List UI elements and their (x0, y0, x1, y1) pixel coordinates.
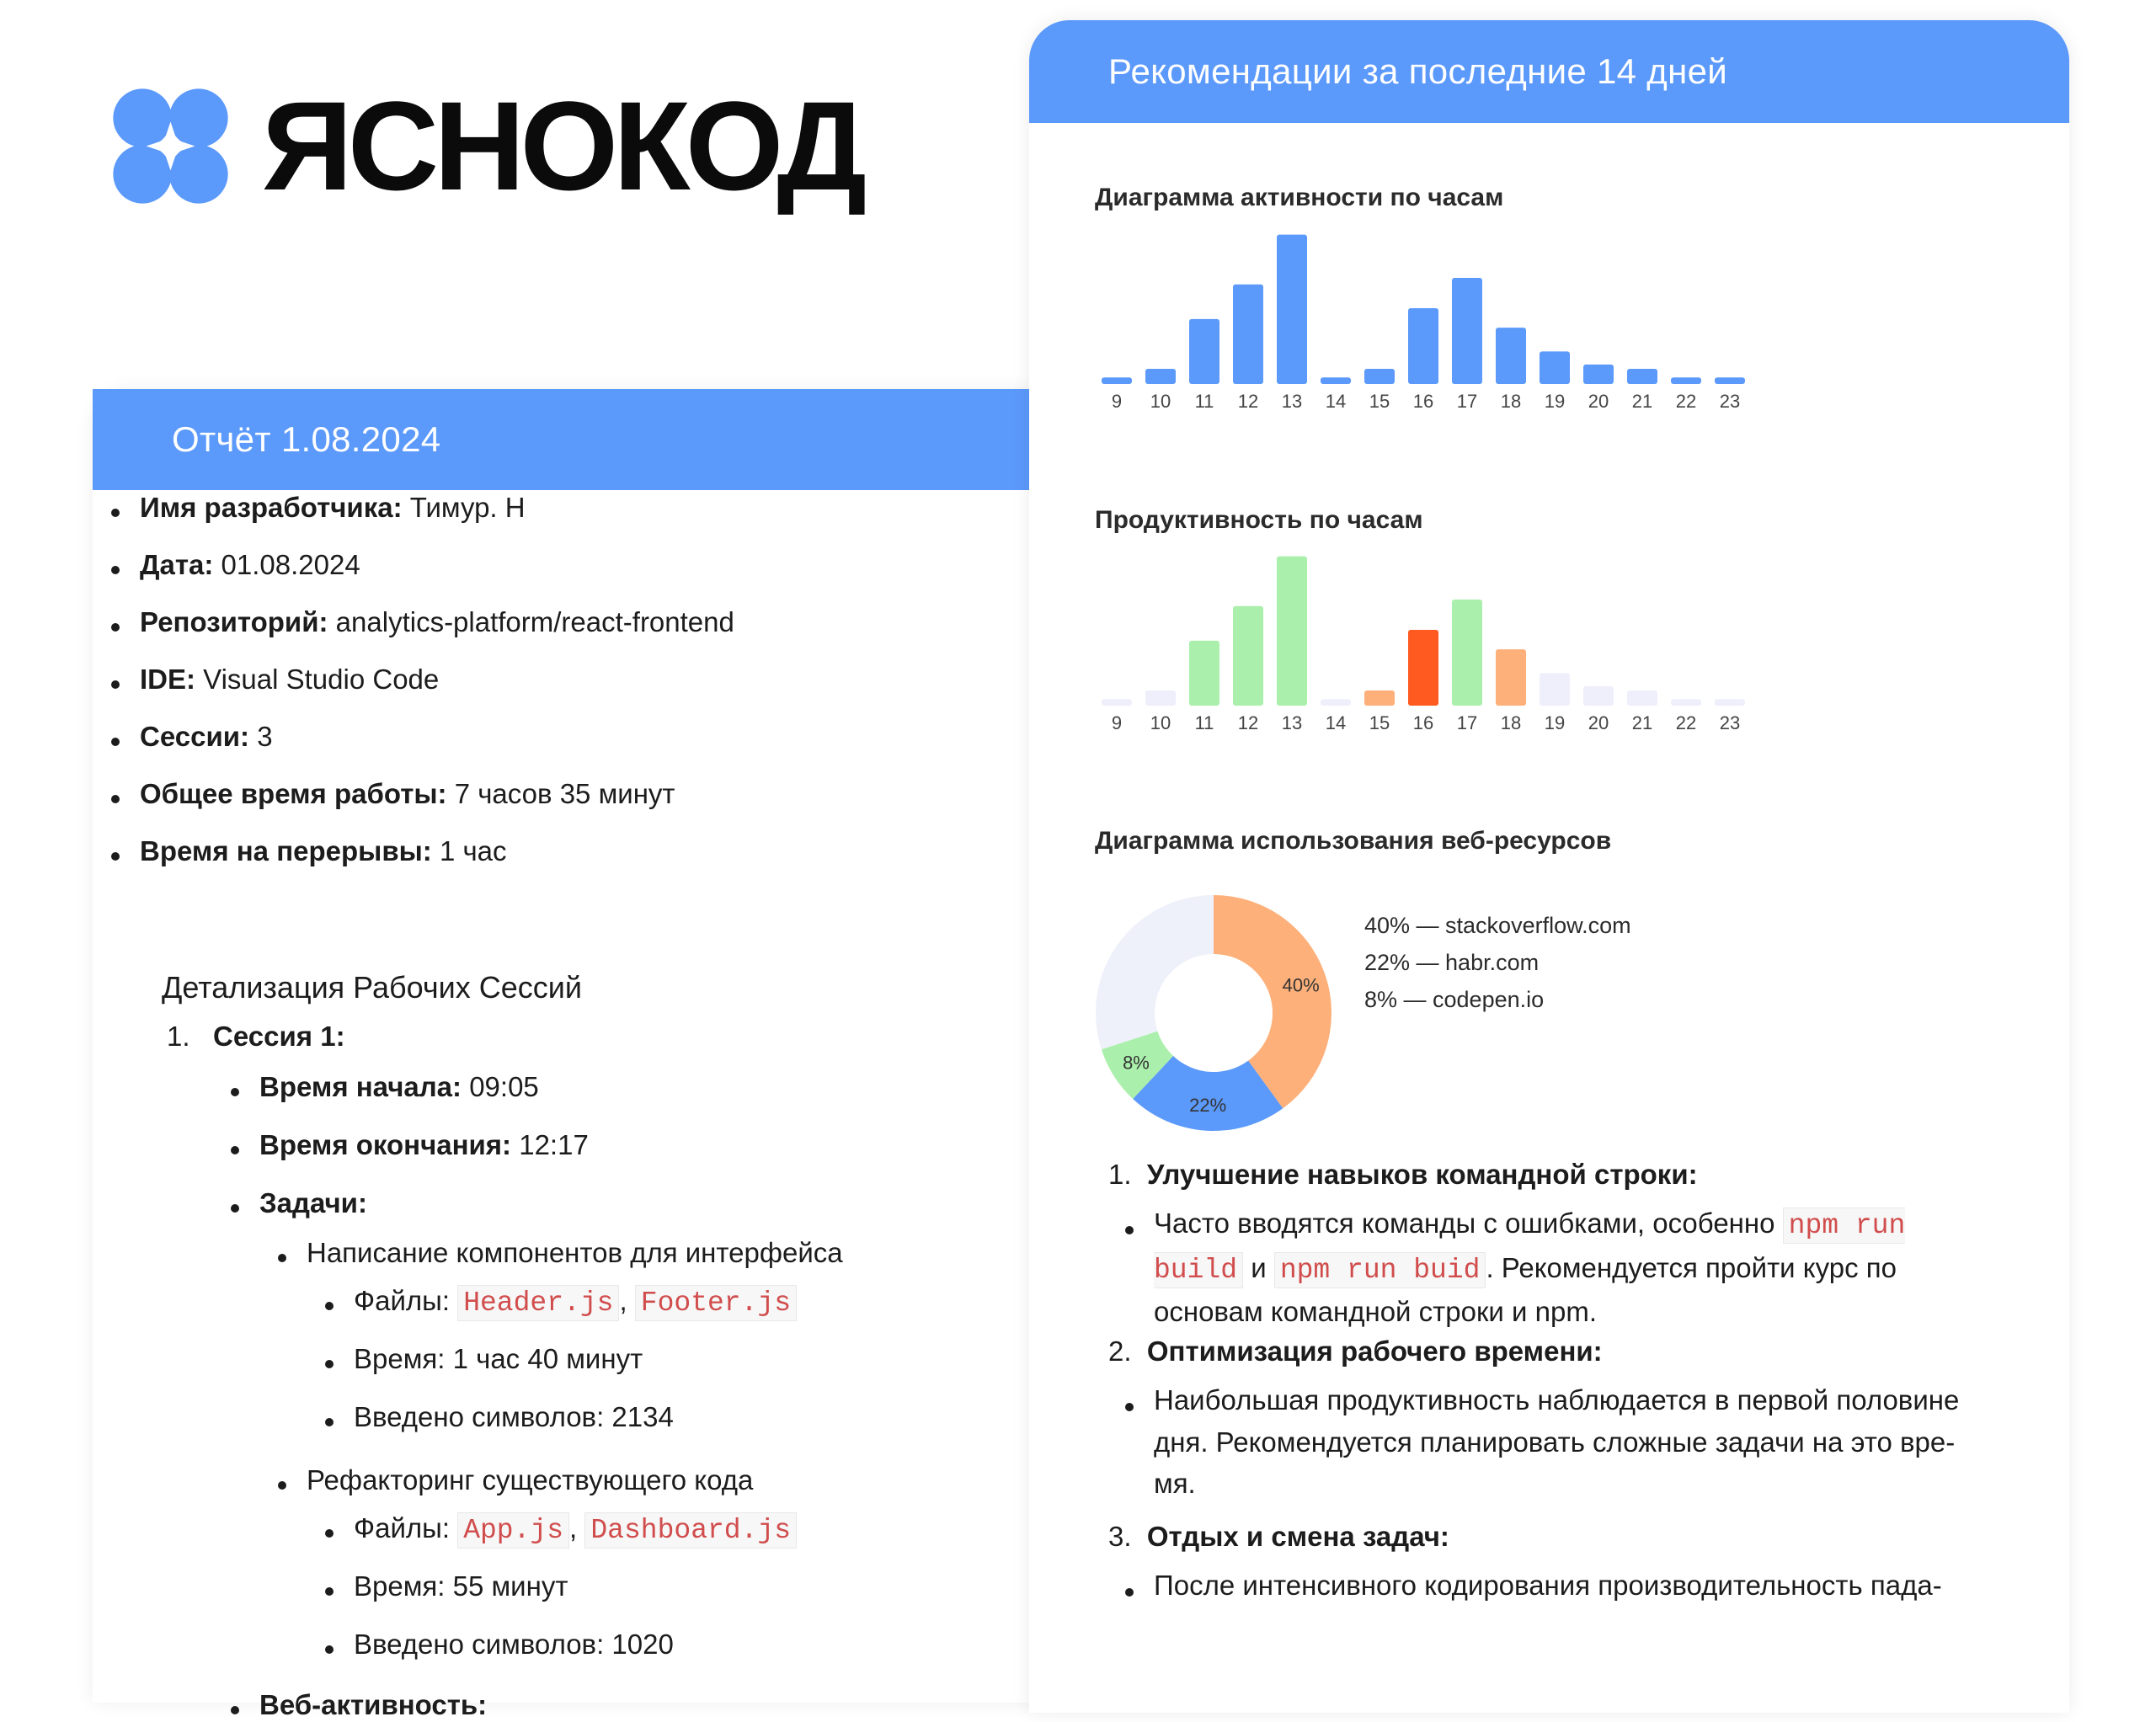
bullet (325, 1529, 334, 1538)
bar-17 (1452, 600, 1482, 706)
bullet (111, 623, 120, 632)
bar-16 (1408, 308, 1438, 384)
field-value: 01.08.2024 (221, 549, 360, 580)
rec-title: Оптимизация рабочего времени: (1146, 1335, 1603, 1367)
tick-label: 18 (1500, 712, 1522, 733)
web-key: Веб-активность: (259, 1689, 488, 1720)
file-code: Dashboard.js (584, 1512, 797, 1549)
brand-logo (109, 75, 918, 216)
tick-label: 16 (1412, 391, 1434, 412)
bar-22 (1671, 699, 1701, 706)
tick-label: 15 (1369, 391, 1390, 412)
field-value: Тимур. Н (409, 492, 526, 523)
bar-11 (1189, 641, 1219, 706)
field-key: Имя разработчика: (140, 492, 403, 523)
recommendations-panel (1029, 20, 2069, 1713)
recommendations-header (1029, 20, 2069, 123)
sessions-heading: Детализация Рабочих Сессий (162, 970, 582, 1005)
bar-18 (1496, 328, 1526, 384)
tasks-key: Задачи: (259, 1187, 367, 1218)
tick-label: 16 (1412, 712, 1434, 733)
bullet (111, 852, 120, 861)
bar-15 (1364, 369, 1395, 384)
activity-chart (1095, 232, 1752, 412)
bar-19 (1540, 673, 1570, 706)
tick-label: 17 (1456, 712, 1478, 733)
bullet (231, 1146, 239, 1154)
task-chars: Введено символов: 2134 (354, 1401, 674, 1432)
rec-3-heading (1108, 1521, 1449, 1553)
rec-text-part: Наибольшая продуктивность наблюдается в первой половине дня. Рекомендуется планировать сложные задачи на это вре-мя. (1154, 1384, 1960, 1499)
bar-13 (1277, 557, 1307, 706)
bar-13 (1277, 235, 1307, 384)
report-field (140, 662, 439, 696)
donut-slice (1096, 895, 1214, 1049)
bullet (278, 1254, 286, 1262)
activity-chart-title: Диаграмма активности по часам (1095, 184, 1504, 211)
tick-label: 10 (1150, 712, 1171, 733)
task-2-files: Файлы: App.js , Dashboard.js (354, 1511, 797, 1548)
bullet (111, 509, 120, 517)
bar-12 (1233, 285, 1263, 384)
file-code: Header.js (457, 1285, 619, 1321)
bullet (325, 1645, 334, 1654)
session-end (259, 1128, 589, 1162)
bar-20 (1583, 686, 1614, 706)
report-field (140, 719, 273, 754)
task-2-time (354, 1569, 568, 1603)
end-key: Время окончания: (259, 1129, 512, 1160)
rec-text-part: . Рекомендуется пройти курс по основам командной строки и npm. (1154, 1251, 1897, 1327)
slice-label: 40% (1282, 974, 1320, 996)
task-time: Время: 55 минут (354, 1570, 568, 1602)
files-key: Файлы: (354, 1512, 451, 1543)
field-value: Visual Studio Code (203, 664, 440, 695)
bar-14 (1321, 699, 1351, 706)
brand-name: ЯСНОКОД (262, 75, 862, 216)
bar-19 (1540, 351, 1570, 384)
field-key: Репозиторий: (140, 606, 328, 637)
task-1-time (354, 1341, 643, 1376)
bar-16 (1408, 630, 1438, 706)
field-key: IDE: (140, 664, 195, 695)
task-name: Написание компонентов для интерфейса (307, 1237, 843, 1268)
tick-label: 10 (1150, 391, 1171, 412)
rec-number: 2. (1108, 1335, 1132, 1367)
tick-label: 17 (1456, 391, 1478, 412)
field-value: 3 (257, 721, 273, 752)
files-key: Файлы: (354, 1285, 451, 1316)
rec-number: 1. (1108, 1159, 1132, 1190)
bullet (231, 1204, 239, 1213)
rec-title: Отдых и смена задач: (1146, 1521, 1449, 1552)
session-1-label (167, 1019, 345, 1053)
bar-9 (1102, 377, 1132, 384)
bar-12 (1233, 606, 1263, 706)
tick-label: 22 (1675, 391, 1697, 412)
bullet (325, 1418, 334, 1426)
field-key: Общее время работы: (140, 778, 447, 809)
field-value: 7 часов 35 минут (454, 778, 675, 809)
task-chars: Введено символов: 1020 (354, 1629, 674, 1660)
bullet (1125, 1403, 1134, 1411)
task-2-chars (354, 1627, 674, 1661)
web-activity (259, 1687, 487, 1722)
file-code: App.js (457, 1512, 569, 1549)
productivity-chart (1095, 554, 1752, 733)
rec-1-text (1154, 1202, 1979, 1333)
web-usage-chart-title: Диаграмма использования веб-ресурсов (1095, 827, 1612, 855)
file-code: Footer.js (635, 1285, 797, 1321)
rec-2-text (1154, 1379, 1962, 1505)
end-value: 12:17 (519, 1129, 589, 1160)
report-field (140, 834, 507, 868)
bullet (111, 795, 120, 803)
start-key: Время начала: (259, 1071, 462, 1102)
start-value: 09:05 (469, 1071, 539, 1102)
slice-label: 22% (1189, 1094, 1227, 1116)
tick-label: 9 (1111, 712, 1123, 733)
bar-21 (1627, 690, 1657, 706)
tick-label: 23 (1719, 712, 1741, 733)
task-1-chars (354, 1399, 674, 1434)
slice-label: 8% (1123, 1052, 1150, 1074)
tick-label: 18 (1500, 391, 1522, 412)
legend-item: 40% — stackoverflow.com (1364, 913, 1631, 938)
rec-text-part: и (1243, 1251, 1274, 1283)
productivity-chart-title: Продуктивность по часам (1095, 506, 1423, 534)
field-value: 1 час (439, 835, 507, 866)
report-panel (93, 389, 1041, 1720)
task-time: Время: 1 час 40 минут (354, 1343, 643, 1374)
tick-label: 21 (1631, 391, 1653, 412)
bar-23 (1715, 699, 1745, 706)
bar-10 (1145, 369, 1176, 384)
bar-14 (1321, 377, 1351, 384)
bullet (231, 1706, 239, 1714)
report-field (140, 490, 526, 525)
bullet (325, 1587, 334, 1596)
tick-label: 19 (1544, 391, 1566, 412)
tick-label: 23 (1719, 391, 1741, 412)
report-header (93, 389, 1041, 490)
tick-label: 19 (1544, 712, 1566, 733)
rec-3-text (1154, 1565, 1962, 1607)
field-key: Время на перерывы: (140, 835, 432, 866)
recommendations-title: Рекомендации за последние 14 дней (1108, 51, 1727, 91)
report-field (140, 776, 675, 811)
flower-logo-icon (109, 85, 232, 207)
task-name: Рефакторинг существующего кода (307, 1464, 754, 1495)
report-title: Отчёт 1.08.2024 (172, 419, 441, 459)
bar-17 (1452, 278, 1482, 384)
tick-label: 12 (1237, 712, 1259, 733)
task-1-files: Файлы: Header.js , Footer.js (354, 1283, 797, 1320)
bar-18 (1496, 649, 1526, 706)
tick-label: 12 (1237, 391, 1259, 412)
rec-1-heading (1108, 1159, 1698, 1191)
tick-label: 14 (1325, 712, 1347, 733)
bar-21 (1627, 369, 1657, 384)
bar-20 (1583, 365, 1614, 384)
command-code: npm run build (1154, 1208, 1905, 1288)
field-key: Сессии: (140, 721, 250, 752)
bullet (325, 1302, 334, 1310)
task-1-name (307, 1235, 843, 1270)
bullet (1125, 1588, 1134, 1597)
tick-label: 20 (1588, 712, 1609, 733)
tick-label: 11 (1194, 391, 1214, 412)
web-usage-donut (1091, 891, 1336, 1135)
rec-text-part: После интенсивного кодирования производительность пада- (1154, 1570, 1942, 1601)
tick-label: 15 (1369, 712, 1390, 733)
session-title: Сессия 1: (213, 1021, 345, 1052)
session-start (259, 1069, 539, 1104)
report-body (93, 490, 1041, 1720)
tick-label: 21 (1631, 712, 1653, 733)
bullet (1125, 1226, 1134, 1234)
bullet (111, 680, 120, 689)
session-tasks (259, 1186, 367, 1220)
bullet (278, 1481, 286, 1490)
tick-label: 20 (1588, 391, 1609, 412)
rec-2-heading (1108, 1335, 1603, 1367)
tick-label: 13 (1281, 391, 1303, 412)
bullet (325, 1360, 334, 1368)
rec-title: Улучшение навыков командной строки: (1146, 1159, 1698, 1190)
field-key: Дата: (140, 549, 214, 580)
bar-23 (1715, 377, 1745, 384)
task-2-name (307, 1463, 753, 1497)
bullet (231, 1088, 239, 1096)
report-field (140, 547, 360, 582)
bar-11 (1189, 319, 1219, 384)
tick-label: 9 (1111, 391, 1123, 412)
legend-item: 22% — habr.com (1364, 950, 1540, 975)
rec-text-part: Часто вводятся команды с ошибками, особенно (1154, 1208, 1783, 1239)
tick-label: 13 (1281, 712, 1303, 733)
rec-number: 3. (1108, 1521, 1132, 1552)
tick-label: 22 (1675, 712, 1697, 733)
tick-label: 11 (1194, 712, 1214, 733)
bar-9 (1102, 699, 1132, 706)
command-code: npm run buid (1274, 1252, 1486, 1288)
bullet (111, 738, 120, 746)
session-number: 1. (167, 1021, 190, 1052)
tick-label: 14 (1325, 391, 1347, 412)
legend-item: 8% — codepen.io (1364, 987, 1545, 1012)
report-field (140, 605, 734, 639)
bullet (111, 566, 120, 574)
bar-22 (1671, 377, 1701, 384)
bar-10 (1145, 690, 1176, 706)
bar-15 (1364, 690, 1395, 706)
field-value: analytics-platform/react-frontend (335, 606, 734, 637)
